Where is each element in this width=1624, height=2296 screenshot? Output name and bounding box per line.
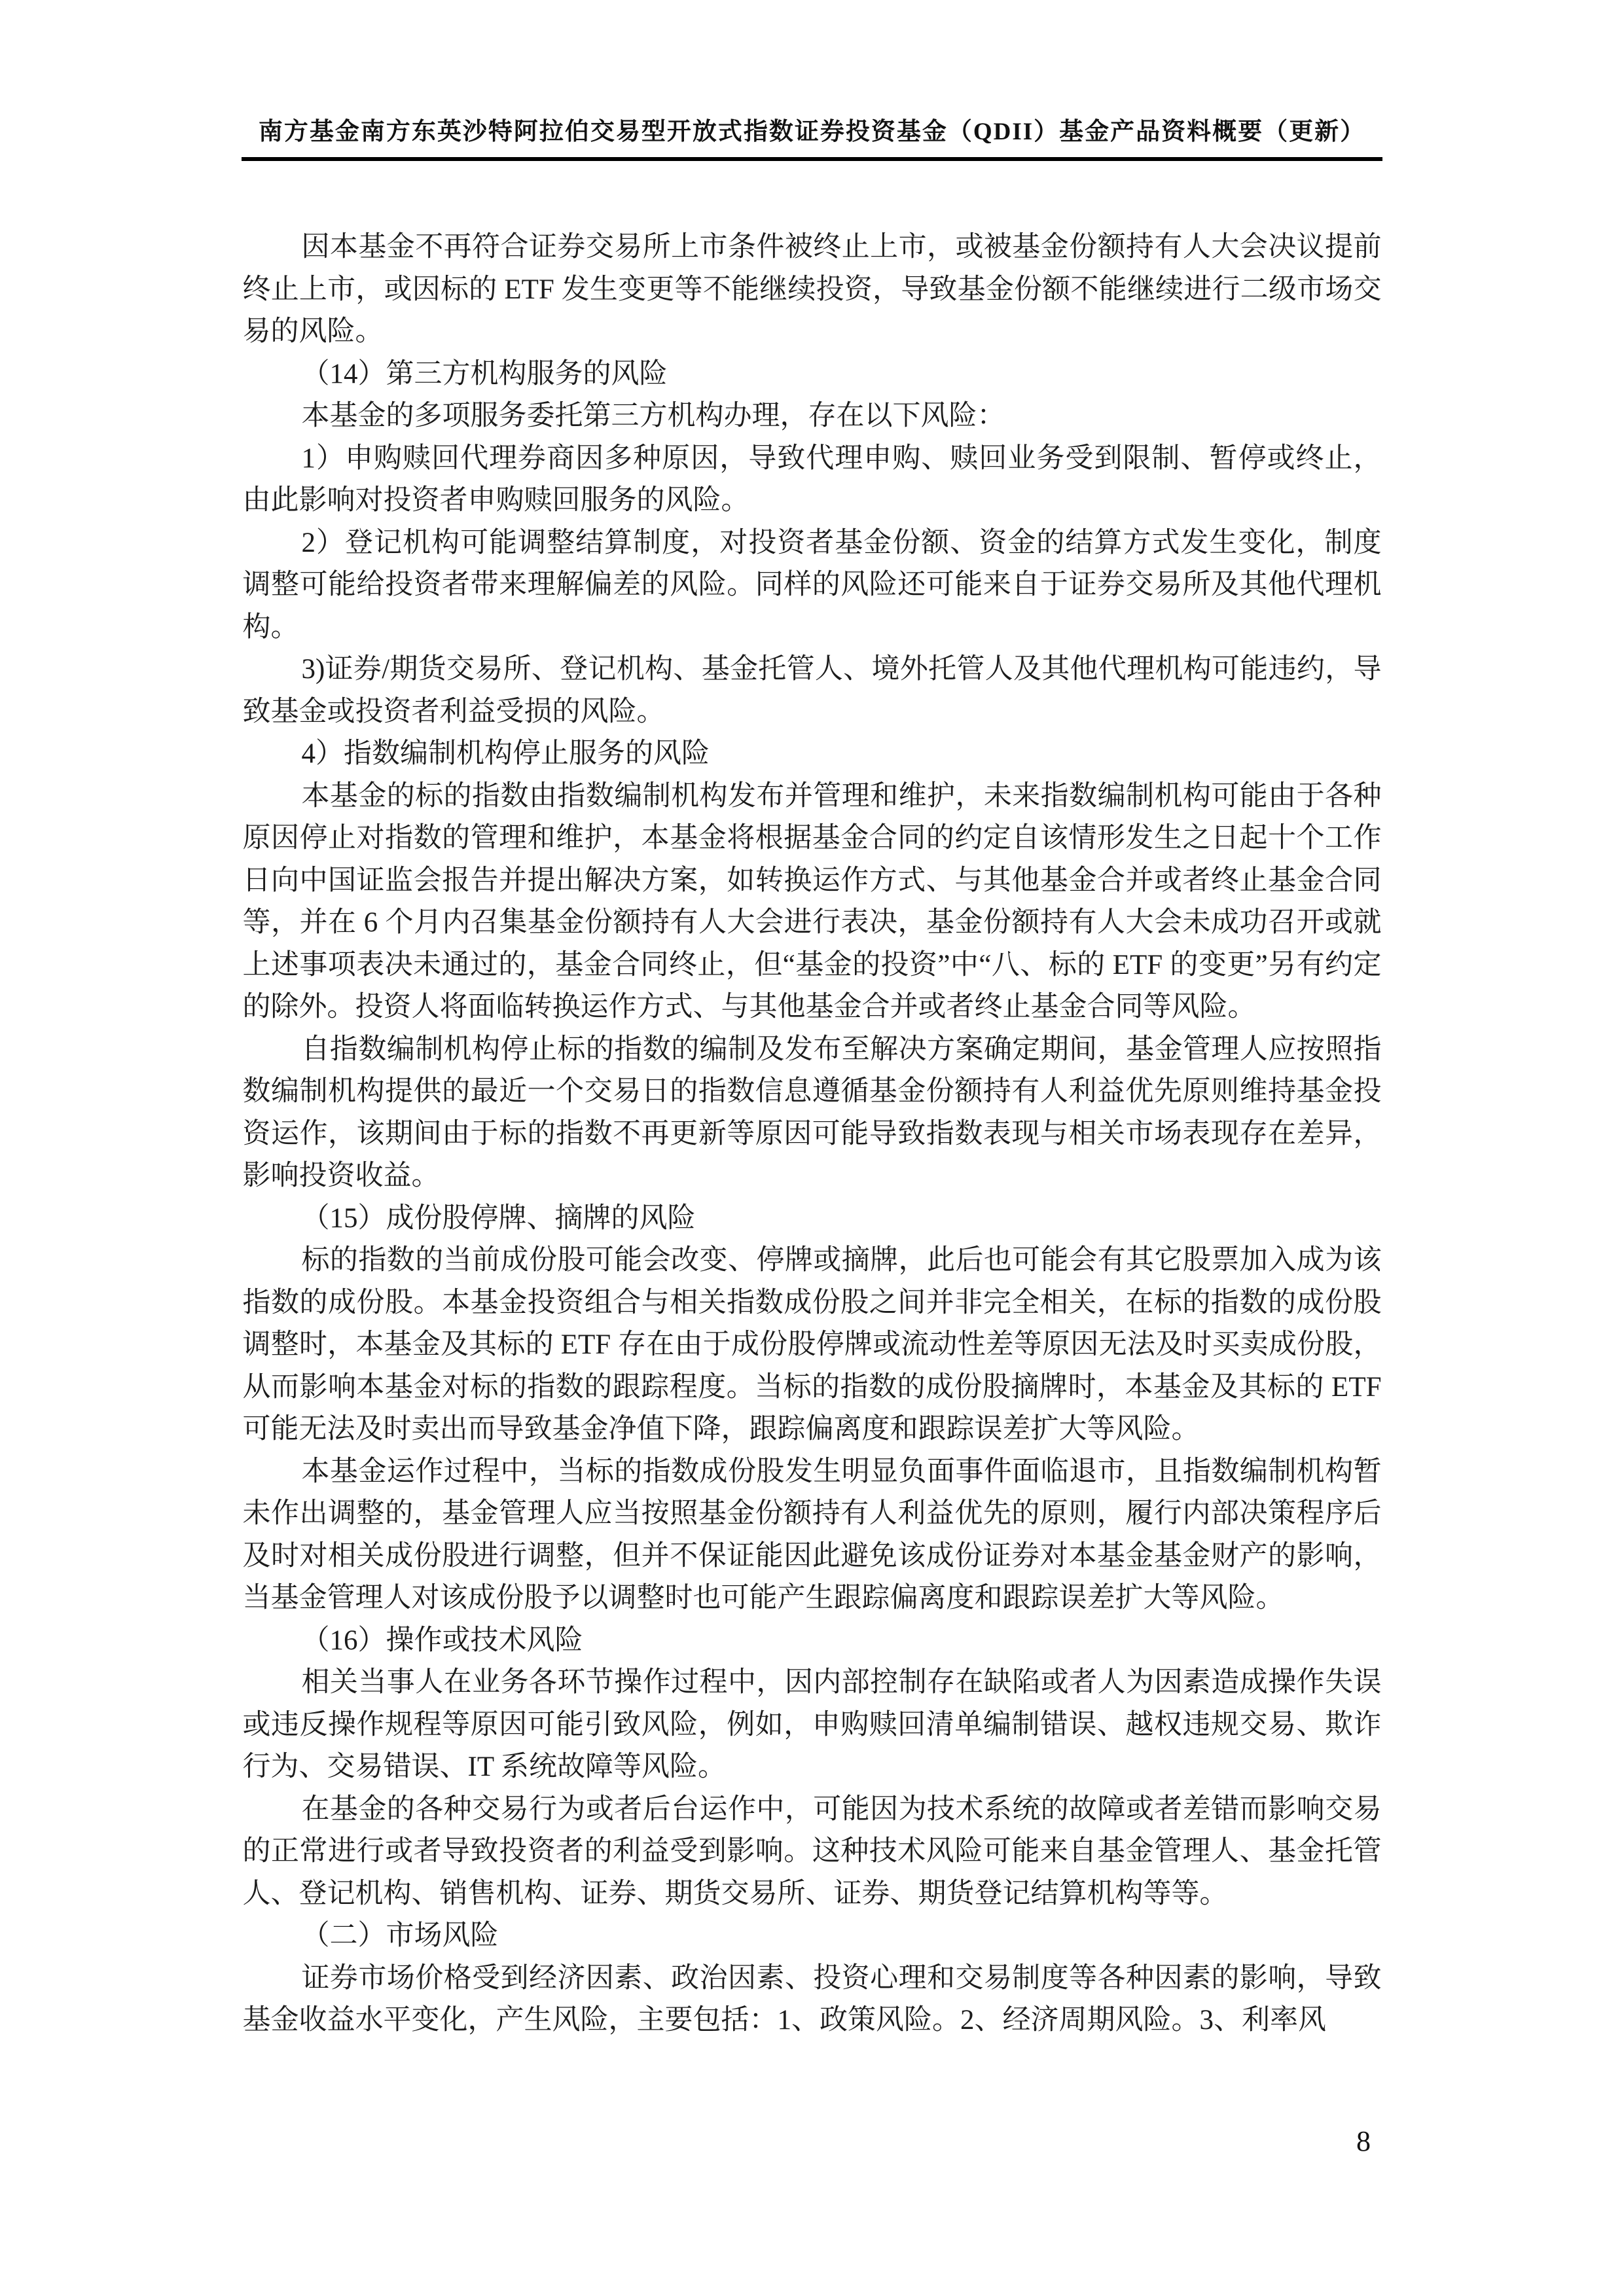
document-title: 南方基金南方东英沙特阿拉伯交易型开放式指数证券投资基金（QDII）基金产品资料概要（更新）: [258, 118, 1366, 145]
page-number: 8: [1356, 2125, 1371, 2157]
paragraph: 本基金运作过程中，当标的指数成份股发生明显负面事件面临退市，且指数编制机构暂未作出调整的，基金管理人应当按照基金份额持有人利益优先的原则，履行内部决策程序后及时对相关成份股进行调整，但并不保证能因此避免该成份证券对本基金基金财产的影响，当基金管理人对该成份股予以调整时也可能产生跟踪偏离度和跟踪误差扩大等风险。: [242, 1456, 1382, 1613]
paragraph: 3)证券/期货交易所、登记机构、基金托管人、境外托管人及其他代理机构可能违约，导致基金或投资者利益受损的风险。: [242, 654, 1382, 727]
paragraph: 标的指数的当前成份股可能会改变、停牌或摘牌，此后也可能会有其它股票加入成为该指数的成份股。本基金投资组合与相关指数成份股之间并非完全相关，在标的指数的成份股调整时，本基金及其标的 ETF 存在由于成份股停牌或流动性差等原因无法及时买卖成份股，从而影响本基金对标的指数的跟踪程度。当标的指数的成份股摘牌时，本基金及其标的 ETF 可能无法及时卖出而导致基金净值下降，跟踪偏离度和跟踪误差扩大等风险。: [242, 1245, 1382, 1444]
paragraph: 2）登记机构可能调整结算制度，对投资者基金份额、资金的结算方式发生变化，制度调整可能给投资者带来理解偏差的风险。同样的风险还可能来自于证券交易所及其他代理机构。: [242, 527, 1382, 643]
paragraph: 本基金的标的指数由指数编制机构发布并管理和维护，未来指数编制机构可能由于各种原因停止对指数的管理和维护，本基金将根据基金合同的约定自该情形发生之日起十个工作日向中国证监会报告并提出解决方案，如转换运作方式、与其他基金合并或者终止基金合同等，并在 6 个月内召集基金份额持有人大会进行表决，基金份额持有人大会未成功召开或就上述事项表决未通过的，基金合同终止，但“基金的投资”中“八、标的 ETF 的变更”另有约定的除外。投资人将面临转换运作方式、与其他基金合并或者终止基金合同等风险。: [242, 780, 1382, 1022]
page-header: [0, 0, 1624, 161]
paragraph: （16）操作或技术风险: [301, 1624, 583, 1656]
paragraph: 证券市场价格受到经济因素、政治因素、投资心理和交易制度等各种因素的影响，导致基金收益水平变化，产生风险，主要包括：1、政策风险。2、经济周期风险。3、利率风: [242, 1962, 1382, 2036]
paragraph: 自指数编制机构停止标的指数的编制及发布至解决方案确定期间，基金管理人应按照指数编制机构提供的最近一个交易日的指数信息遵循基金份额持有人利益优先原则维持基金投资运作，该期间由于标的指数不再更新等原因可能导致指数表现与相关市场表现存在差异，影响投资收益。: [242, 1033, 1382, 1191]
paragraph: 相关当事人在业务各环节操作过程中，因内部控制存在缺陷或者人为因素造成操作失误或违反操作规程等原因可能引致风险，例如，申购赎回清单编制错误、越权违规交易、欺诈行为、交易错误、IT 系统故障等风险。: [242, 1667, 1382, 1782]
paragraph: （二）市场风险: [301, 1920, 499, 1951]
paragraph: 4）指数编制机构停止服务的风险: [301, 738, 710, 769]
paragraph: 在基金的各种交易行为或者后台运作中，可能因为技术系统的故障或者差错而影响交易的正常进行或者导致投资者的利益受到影响。这种技术风险可能来自基金管理人、基金托管人、登记机构、销售机构、证券、期货交易所、证券、期货登记结算机构等等。: [242, 1793, 1382, 1909]
paragraph: （14）第三方机构服务的风险: [301, 358, 668, 389]
paragraph: 1）申购赎回代理券商因多种原因，导致代理申购、赎回业务受到限制、暂停或终止，由此影响对投资者申购赎回服务的风险。: [242, 442, 1382, 516]
document-body: [243, 226, 1382, 2042]
paragraph: （15）成份股停牌、摘牌的风险: [301, 1202, 696, 1234]
header-divider: [242, 157, 1382, 161]
paragraph: 因本基金不再符合证券交易所上市条件被终止上市，或被基金份额持有人大会决议提前终止上市，或因标的 ETF 发生变更等不能继续投资，导致基金份额不能继续进行二级市场交易的风险。: [242, 232, 1382, 347]
paragraph: 本基金的多项服务委托第三方机构办理，存在以下风险：: [301, 401, 1005, 431]
